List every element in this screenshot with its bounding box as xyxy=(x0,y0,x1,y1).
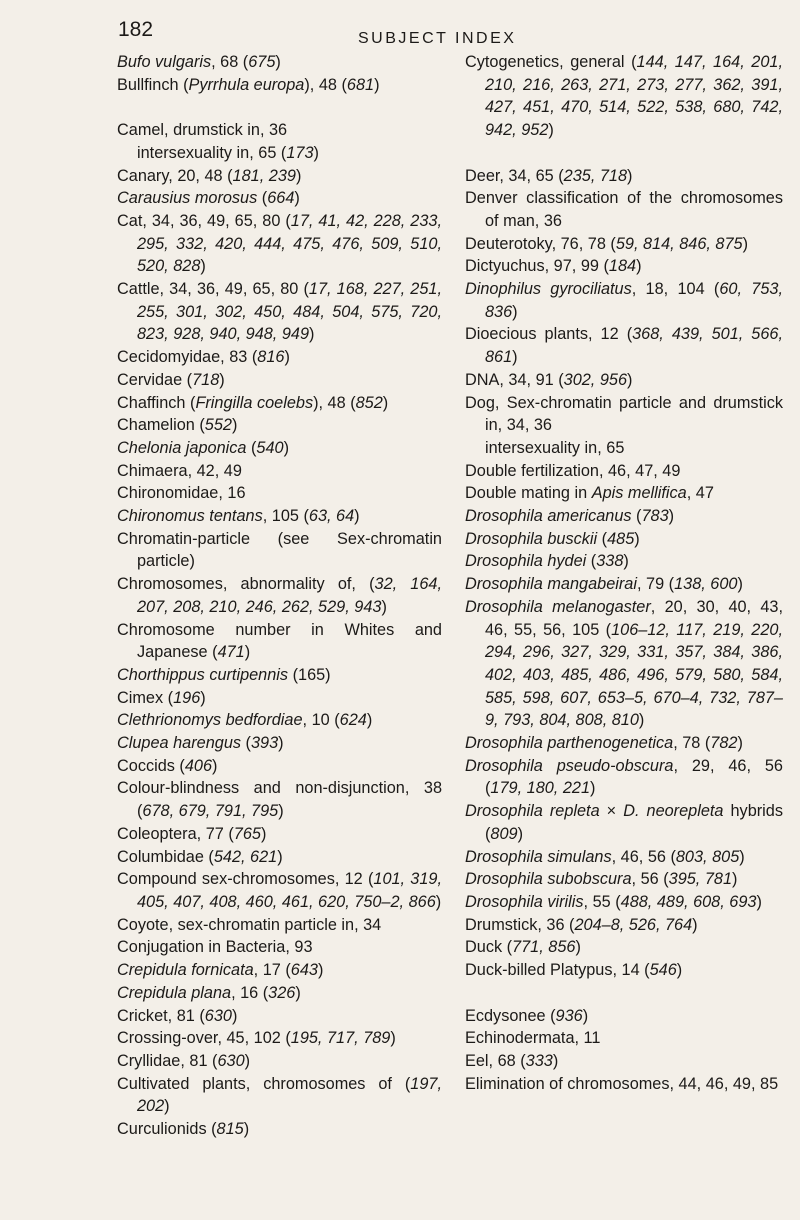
italic-text: Drosophila virilis xyxy=(465,893,584,911)
italic-text: 17, 41, 42, 228, 233, 295, 332, 420, 444, 475, 476, 509, 510, 520, 828 xyxy=(137,211,442,276)
entry-text: , 105 ( xyxy=(262,507,309,526)
index-entry xyxy=(117,369,442,392)
letter-group-gap xyxy=(465,982,783,1005)
entry-text: , 47 xyxy=(686,484,714,503)
italic-text: 101, 319, 405, 407, 408, 460, 461, 620, 750–2, 866 xyxy=(137,870,442,911)
index-entry xyxy=(465,550,783,573)
index-entry xyxy=(117,528,442,573)
entry-text: ) xyxy=(676,961,683,980)
italic-text: 936 xyxy=(555,1006,583,1025)
entry-text: ) xyxy=(742,234,749,253)
entry-text: ) xyxy=(582,1006,589,1025)
entry-text: ) xyxy=(219,370,225,389)
italic-text: Drosophila pseudo-obscura xyxy=(465,756,674,775)
index-entry xyxy=(465,891,783,914)
entry-text: Deuterotoky, 76, 78 ( xyxy=(465,234,616,253)
index-entry xyxy=(117,868,442,913)
entry-text: ) xyxy=(739,847,745,866)
index-entry xyxy=(117,755,442,778)
italic-text: 718 xyxy=(192,370,220,389)
index-entry xyxy=(117,460,442,483)
italic-text: 540 xyxy=(256,438,284,457)
entry-text: Coyote, sex-chromatin particle in, 34 xyxy=(117,915,382,934)
index-entry xyxy=(117,823,442,846)
index-entry xyxy=(465,482,783,505)
entry-text: ) xyxy=(366,711,373,730)
entry-text: Camel, drumstick in, 36 xyxy=(117,121,288,140)
italic-text: Drosophila americanus xyxy=(465,507,632,526)
entry-text: Cecidomyidae, 83 ( xyxy=(117,348,258,367)
entry-text: , 79 ( xyxy=(636,575,675,594)
entry-text: ) xyxy=(295,983,301,1002)
italic-text: Crepidula plana xyxy=(117,983,232,1002)
entry-text: , 29, 46, 56 ( xyxy=(485,756,783,798)
index-entry xyxy=(117,664,442,687)
entry-text: ) xyxy=(737,734,743,753)
index-entry xyxy=(465,800,783,845)
entry-text: ) xyxy=(317,961,324,980)
italic-text: Dinophilus gyrociliatus xyxy=(465,280,632,299)
italic-text: Clupea harengus xyxy=(117,734,242,753)
index-entry xyxy=(465,573,783,596)
index-column-left xyxy=(117,51,442,1141)
entry-text: ) xyxy=(390,1029,396,1048)
entry-text: Chimaera, 42, 49 xyxy=(117,461,242,480)
index-entry xyxy=(465,528,783,551)
index-entry xyxy=(117,437,442,460)
index-entry xyxy=(465,1050,783,1073)
index-entry xyxy=(117,573,442,618)
italic-text: 630 xyxy=(217,1051,245,1070)
entry-text: ) xyxy=(381,597,387,616)
index-entry xyxy=(465,278,783,323)
entry-text: ) xyxy=(231,1006,238,1025)
index-entry xyxy=(117,1027,442,1050)
entry-text: Colour-blindness and non-disjunction, 38 ( xyxy=(117,779,442,821)
index-entry xyxy=(117,982,442,1005)
italic-text: 803, 805 xyxy=(675,847,740,866)
entry-text: Chromosome number in Whites and Japanese ( xyxy=(117,620,442,662)
entry-text: ) xyxy=(164,1097,170,1116)
index-subentry xyxy=(465,437,783,460)
entry-text: Cricket, 81 ( xyxy=(117,1006,205,1025)
italic-text: 32, 164, 207, 208, 210, 246, 262, 529, 943 xyxy=(137,575,442,616)
italic-text: Chorthippus curtipennis xyxy=(117,665,289,684)
index-entry xyxy=(465,255,783,278)
entry-text: × xyxy=(599,802,624,821)
italic-text: 196 xyxy=(173,688,201,707)
italic-text: 144, 147, 164, 201, 210, 216, 263, 271, 273, 277, 362, 391, 427, 451, 470, 514, 522, 538, 680, 742, 942, 952 xyxy=(485,53,783,140)
entry-text: , 56 ( xyxy=(631,870,669,889)
italic-text: 765 xyxy=(233,824,261,843)
entry-text: ( xyxy=(586,552,597,571)
italic-text: 204–8, 526, 764 xyxy=(574,915,693,934)
entry-text: , 46, 56 ( xyxy=(611,847,676,866)
entry-text: ) xyxy=(200,688,206,707)
entry-text: ) xyxy=(512,302,518,321)
index-entry xyxy=(117,687,442,710)
italic-text: 471 xyxy=(217,643,245,662)
italic-text: Carausius morosus xyxy=(117,189,258,208)
italic-text: 624 xyxy=(339,711,367,730)
entry-text: , 55 ( xyxy=(583,893,621,911)
entry-text: intersexuality in, 65 xyxy=(485,438,625,457)
index-entry xyxy=(465,914,783,937)
entry-text: ) xyxy=(627,370,633,389)
italic-text: 17, 168, 227, 251, 255, 301, 302, 450, 484, 504, 575, 720, 823, 928, 940, 948, 949 xyxy=(137,280,442,344)
entry-text: Canary, 20, 48 ( xyxy=(117,166,233,185)
entry-text: ( xyxy=(597,529,608,548)
entry-text: Compound sex-chromosomes, 12 ( xyxy=(117,870,374,889)
entry-text: Cultivated plants, chromosomes of ( xyxy=(117,1074,411,1093)
index-entry xyxy=(117,732,442,755)
entry-text: Dioecious plants, 12 ( xyxy=(465,325,633,344)
entry-text: ) xyxy=(512,348,518,367)
italic-text: Chironomus tentans xyxy=(117,507,263,526)
italic-text: 809 xyxy=(490,824,518,843)
entry-text: ) xyxy=(354,507,360,526)
entry-text: ) xyxy=(627,166,633,185)
index-entry xyxy=(117,414,442,437)
italic-text: Pyrrhula europa xyxy=(188,75,305,94)
index-entry xyxy=(465,233,783,256)
italic-text: 406 xyxy=(184,756,213,775)
italic-text: 333 xyxy=(525,1051,553,1070)
index-entry xyxy=(465,755,783,800)
index-entry xyxy=(117,165,442,188)
entry-text: ) xyxy=(244,1051,251,1070)
entry-text: ( xyxy=(257,189,268,208)
italic-text: 782 xyxy=(710,734,738,753)
entry-text: intersexuality in, 65 ( xyxy=(137,143,287,162)
italic-text: 368, 439, 501, 566, 861 xyxy=(485,325,783,367)
entry-text: Dog, Sex-chromatin particle and drumstick in, 34, 36 xyxy=(465,393,783,435)
entry-text: ) xyxy=(275,53,281,71)
entry-text: ) xyxy=(634,529,640,548)
italic-text: 488, 489, 608, 693 xyxy=(620,893,757,911)
entry-text: ) xyxy=(277,847,283,866)
index-entry xyxy=(465,732,783,755)
entry-text: Double fertilization, 46, 47, 49 xyxy=(465,461,681,480)
entry-text: Cat, 34, 36, 49, 65, 80 ( xyxy=(117,211,291,230)
entry-text: Echinodermata, 11 xyxy=(465,1029,601,1048)
entry-text: ) xyxy=(737,575,743,594)
entry-text: ) xyxy=(382,393,389,412)
entry-text: Conjugation in Bacteria, 93 xyxy=(117,938,313,957)
index-entry xyxy=(465,165,783,188)
entry-text: Cryllidae, 81 ( xyxy=(117,1051,218,1070)
italic-text: 816 xyxy=(257,348,285,367)
entry-text: ) xyxy=(638,711,645,730)
italic-text: 664 xyxy=(267,189,295,208)
italic-text: 338 xyxy=(596,552,624,571)
italic-text: 678, 679, 791, 795 xyxy=(142,802,279,821)
italic-text: Drosophila mangabeirai xyxy=(465,575,637,594)
italic-text: 546 xyxy=(649,961,677,980)
entry-text: Chaffinch ( xyxy=(117,393,196,412)
entry-text: ) xyxy=(231,416,238,435)
italic-text: 179, 180, 221 xyxy=(490,779,591,798)
italic-text: Drosophila simulans xyxy=(465,847,612,866)
index-entry xyxy=(465,1005,783,1028)
entry-text: ) xyxy=(636,257,642,276)
index-entry xyxy=(117,482,442,505)
entry-text: ) xyxy=(668,507,675,526)
entry-text: ) xyxy=(313,143,319,162)
entry-text: ) xyxy=(590,779,596,798)
italic-text: 197, 202 xyxy=(137,1074,442,1116)
entry-text: Crossing-over, 45, 102 ( xyxy=(117,1029,291,1048)
entry-text: ) xyxy=(278,734,284,753)
index-entry xyxy=(465,369,783,392)
index-entry xyxy=(465,936,783,959)
italic-text: 235, 718 xyxy=(563,166,628,185)
index-entry xyxy=(117,914,442,937)
entry-text: Cervidae ( xyxy=(117,370,193,389)
entry-text: ) xyxy=(756,893,762,911)
italic-text: 643 xyxy=(290,961,318,980)
index-entry xyxy=(117,51,442,74)
entry-text: Columbidae ( xyxy=(117,847,214,866)
entry-text: ) xyxy=(278,802,284,821)
index-entry xyxy=(117,959,442,982)
entry-text: ) xyxy=(243,1120,250,1139)
italic-text: Clethrionomys bedfordiae xyxy=(117,711,303,730)
entry-text: hybrids ( xyxy=(485,802,783,843)
entry-text: ) xyxy=(309,325,315,344)
italic-text: 138, 600 xyxy=(674,575,738,594)
entry-text: ( xyxy=(631,507,642,526)
italic-text: 783 xyxy=(641,507,669,526)
index-entry xyxy=(117,936,442,959)
index-entry xyxy=(465,323,783,368)
index-entry xyxy=(117,1073,442,1118)
index-entry xyxy=(465,51,783,142)
index-entry xyxy=(117,346,442,369)
entry-text: Denver classification of the chromosomes of man, 36 xyxy=(465,189,783,230)
entry-text: ) xyxy=(260,824,267,843)
entry-text: ) xyxy=(283,438,289,457)
entry-text: ) xyxy=(284,348,290,367)
entry-text: ), 48 ( xyxy=(304,75,347,94)
italic-text: Drosophila busckii xyxy=(465,529,598,548)
index-subentry xyxy=(117,142,442,165)
index-entry xyxy=(465,505,783,528)
italic-text: 59, 814, 846, 875 xyxy=(615,234,743,253)
entry-text: ) xyxy=(517,824,524,843)
italic-text: 184 xyxy=(608,257,637,276)
entry-text: ) xyxy=(692,915,698,934)
italic-text: Drosophila subobscura xyxy=(465,870,632,889)
entry-text: ), 48 ( xyxy=(313,393,356,412)
entry-text: (165) xyxy=(288,665,331,684)
index-entry xyxy=(117,777,442,822)
index-entry xyxy=(117,505,442,528)
entry-text: Chromosomes, abnormality of, ( xyxy=(117,575,375,594)
index-entry xyxy=(465,959,783,982)
entry-text: Deer, 34, 65 ( xyxy=(465,166,564,185)
page-header xyxy=(118,18,770,48)
entry-text: , 78 ( xyxy=(673,734,711,753)
index-entry xyxy=(465,846,783,869)
entry-text: ) xyxy=(295,166,302,185)
entry-text: , 68 ( xyxy=(211,53,249,71)
italic-text: 395, 781 xyxy=(668,870,733,889)
index-entry xyxy=(117,278,442,346)
entry-text: Chromatin-particle (see Sex-chromatin particle) xyxy=(117,529,442,571)
index-entry xyxy=(117,709,442,732)
index-entry xyxy=(117,1005,442,1028)
entry-text: Coleoptera, 77 ( xyxy=(117,824,234,843)
italic-text: D. neorepleta xyxy=(623,802,724,821)
index-entry xyxy=(117,1050,442,1073)
index-entry xyxy=(117,74,442,97)
italic-text: Bufo vulgaris xyxy=(117,53,212,71)
entry-text: Cattle, 34, 36, 49, 65, 80 ( xyxy=(117,280,309,299)
entry-text: ) xyxy=(244,643,251,662)
entry-text: ( xyxy=(241,734,251,753)
entry-text: Drumstick, 36 ( xyxy=(465,915,575,934)
italic-text: 815 xyxy=(216,1120,244,1139)
italic-text: Apis mellifica xyxy=(591,484,687,503)
entry-text: ) xyxy=(732,870,738,889)
entry-text: ) xyxy=(623,552,629,571)
index-entry xyxy=(117,210,442,278)
entry-text: ) xyxy=(575,938,581,957)
italic-text: 771, 856 xyxy=(512,938,576,957)
page-number: 182 xyxy=(118,18,154,41)
italic-text: 326 xyxy=(268,983,296,1002)
index-entry xyxy=(117,119,442,142)
entry-text: , 10 ( xyxy=(302,711,340,730)
entry-text: ) xyxy=(294,189,300,208)
index-entry xyxy=(117,1118,442,1141)
entry-text: ) xyxy=(552,1051,559,1070)
index-entry xyxy=(465,460,783,483)
italic-text: 681 xyxy=(346,75,375,94)
italic-text: 106–12, 117, 219, 220, 294, 296, 327, 329, 331, 357, 384, 386, 402, 403, 485, 486, 496, 579, 580, 584, 585, 598, 607, 653–5, 670–4, 732, 787–9, 793, 804, 808, 810 xyxy=(485,620,783,730)
entry-text: Curculionids ( xyxy=(117,1120,217,1139)
italic-text: Crepidula fornicata xyxy=(117,961,254,980)
italic-text: Drosophila melanogaster xyxy=(465,597,651,616)
italic-text: 173 xyxy=(286,143,314,162)
italic-text: 181, 239 xyxy=(232,166,296,185)
entry-text: Elimination of chromosomes, 44, 46, 49, 85 xyxy=(465,1074,779,1093)
entry-text: , 20, 30, 40, 43, 46, 55, 56, 105 ( xyxy=(485,597,783,639)
italic-text: 302, 956 xyxy=(563,370,628,389)
entry-text: Cimex ( xyxy=(117,688,174,707)
italic-text: 63, 64 xyxy=(308,507,355,526)
italic-text: Drosophila repleta xyxy=(465,802,600,821)
index-entry xyxy=(117,619,442,664)
entry-text: Chironomidae, 16 xyxy=(117,484,246,503)
entry-text: ) xyxy=(200,257,206,276)
entry-text: Coccids ( xyxy=(117,756,185,775)
italic-text: Chelonia japonica xyxy=(117,438,247,457)
index-entry xyxy=(465,868,783,891)
italic-text: 542, 621 xyxy=(213,847,278,866)
entry-text: ) xyxy=(548,121,554,140)
entry-text: Duck ( xyxy=(465,938,513,957)
italic-text: 60, 753, 836 xyxy=(485,280,783,321)
index-entry xyxy=(465,596,783,732)
index-entry xyxy=(117,187,442,210)
index-entry xyxy=(465,1027,783,1050)
italic-text: 675 xyxy=(248,53,276,71)
entry-text: , 18, 104 ( xyxy=(631,280,720,299)
entry-text: DNA, 34, 91 ( xyxy=(465,370,564,389)
entry-text: , 16 ( xyxy=(231,983,269,1002)
entry-text: Chamelion ( xyxy=(117,416,205,435)
italic-text: 485 xyxy=(607,529,635,548)
index-entry xyxy=(465,1073,783,1096)
entry-text: Duck-billed Platypus, 14 ( xyxy=(465,961,650,980)
letter-group-gap xyxy=(117,96,442,119)
letter-group-gap xyxy=(465,142,783,165)
entry-text: Dictyuchus, 97, 99 ( xyxy=(465,257,609,276)
italic-text: 393 xyxy=(250,734,279,753)
italic-text: Drosophila parthenogenetica xyxy=(465,734,674,753)
italic-text: Drosophila hydei xyxy=(465,552,587,571)
italic-text: 195, 717, 789 xyxy=(290,1029,391,1048)
entry-text: Cytogenetics, general ( xyxy=(465,53,637,71)
index-entry xyxy=(117,392,442,415)
entry-text: ) xyxy=(435,893,442,911)
index-entry xyxy=(465,187,783,232)
entry-text: Double mating in xyxy=(465,484,592,503)
entry-text: ) xyxy=(374,75,380,94)
entry-text: , 17 ( xyxy=(253,961,291,980)
index-entry xyxy=(465,392,783,437)
italic-text: 630 xyxy=(204,1006,232,1025)
italic-text: 852 xyxy=(355,393,383,412)
index-column-right xyxy=(465,51,783,1095)
running-title: SUBJECT INDEX xyxy=(358,30,517,47)
entry-text: ) xyxy=(212,756,218,775)
entry-text: Ecdysonee ( xyxy=(465,1006,556,1025)
index-entry xyxy=(117,846,442,869)
entry-text: ( xyxy=(246,438,257,457)
entry-text: Bullfinch ( xyxy=(117,75,189,94)
entry-text: Eel, 68 ( xyxy=(465,1051,526,1070)
italic-text: Fringilla coelebs xyxy=(195,393,314,412)
italic-text: 552 xyxy=(204,416,232,435)
